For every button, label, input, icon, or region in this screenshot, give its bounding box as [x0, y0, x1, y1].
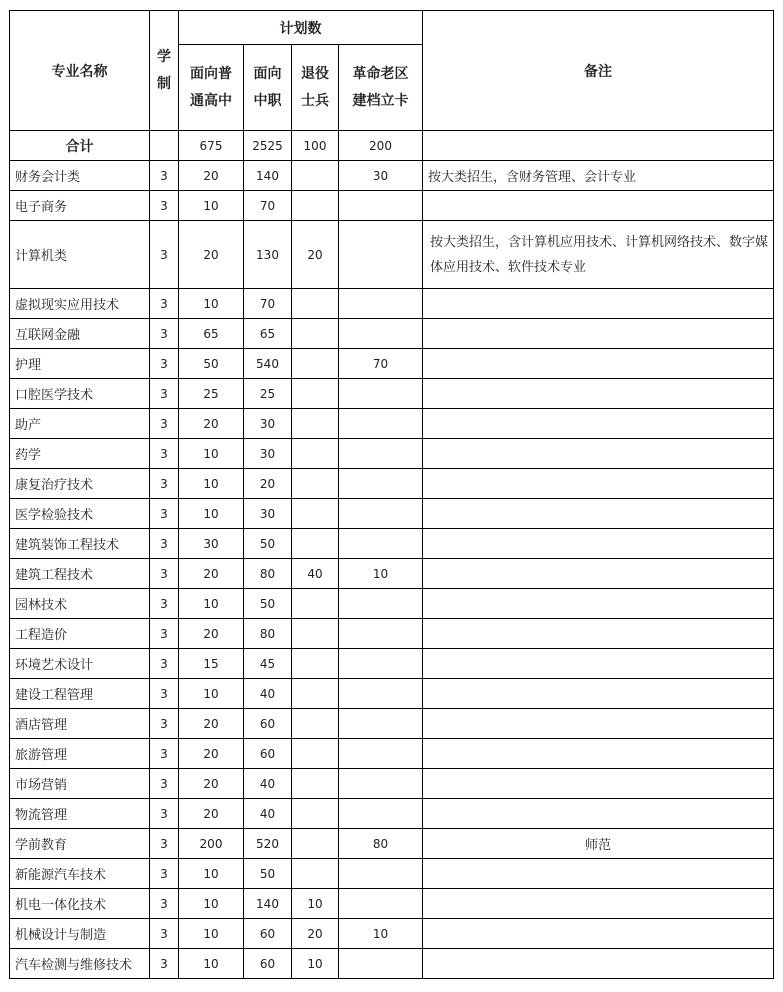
cell-high-school-count: 20 — [179, 709, 244, 739]
table-row — [10, 739, 774, 769]
cell-vocational-count: 45 — [244, 649, 292, 679]
cell-years: 3 — [150, 409, 179, 439]
cell-note — [423, 529, 774, 559]
cell-note — [423, 559, 774, 589]
table-row — [10, 619, 774, 649]
cell-major-name: 建筑工程技术 — [10, 559, 150, 589]
cell-veterans-count — [292, 829, 339, 859]
header-vocational — [244, 45, 292, 131]
total-years — [150, 131, 179, 161]
cell-vocational-count: 60 — [244, 919, 292, 949]
total-revolutionary-area: 200 — [339, 131, 423, 161]
header-veterans-line2: 士兵 — [301, 92, 329, 109]
table-row — [10, 469, 774, 499]
cell-veterans-count: 40 — [292, 559, 339, 589]
cell-vocational-count: 540 — [244, 349, 292, 379]
cell-vocational-count: 25 — [244, 379, 292, 409]
cell-veterans-count — [292, 649, 339, 679]
cell-vocational-count: 60 — [244, 709, 292, 739]
cell-veterans-count — [292, 161, 339, 191]
cell-veterans-count — [292, 289, 339, 319]
cell-vocational-count: 65 — [244, 319, 292, 349]
cell-major-name: 环境艺术设计 — [10, 649, 150, 679]
cell-years: 3 — [150, 739, 179, 769]
table-row — [10, 679, 774, 709]
cell-years: 3 — [150, 499, 179, 529]
cell-note: 按大类招生，含财务管理、会计专业 — [423, 161, 774, 191]
cell-major-name: 汽车检测与维修技术 — [10, 949, 150, 979]
cell-high-school-count: 200 — [179, 829, 244, 859]
cell-years: 3 — [150, 709, 179, 739]
table-row — [10, 799, 774, 829]
cell-years: 3 — [150, 829, 179, 859]
table-row — [10, 379, 774, 409]
cell-major-name: 护理 — [10, 349, 150, 379]
cell-years: 3 — [150, 859, 179, 889]
header-revolutionary-area-line1: 革命老区 — [352, 65, 409, 82]
cell-revolutionary-area-count — [339, 679, 423, 709]
cell-high-school-count: 10 — [179, 191, 244, 221]
cell-major-name: 工程造价 — [10, 619, 150, 649]
cell-vocational-count: 30 — [244, 409, 292, 439]
cell-veterans-count — [292, 679, 339, 709]
cell-vocational-count: 50 — [244, 859, 292, 889]
cell-years: 3 — [150, 619, 179, 649]
cell-revolutionary-area-count — [339, 739, 423, 769]
cell-vocational-count: 140 — [244, 161, 292, 191]
header-note: 备注 — [423, 11, 774, 131]
cell-note: 按大类招生，含计算机应用技术、计算机网络技术、数字媒体应用技术、软件技术专业 — [423, 221, 774, 289]
cell-high-school-count: 10 — [179, 469, 244, 499]
cell-high-school-count: 10 — [179, 919, 244, 949]
cell-vocational-count: 70 — [244, 289, 292, 319]
cell-major-name: 建筑装饰工程技术 — [10, 529, 150, 559]
cell-note — [423, 319, 774, 349]
cell-note — [423, 949, 774, 979]
cell-major-name: 互联网金融 — [10, 319, 150, 349]
cell-major-name: 电子商务 — [10, 191, 150, 221]
table-row — [10, 221, 774, 289]
total-veterans: 100 — [292, 131, 339, 161]
header-vocational-line1: 面向 — [253, 65, 282, 82]
cell-veterans-count: 20 — [292, 919, 339, 949]
cell-veterans-count — [292, 349, 339, 379]
cell-veterans-count — [292, 619, 339, 649]
cell-note — [423, 191, 774, 221]
table-row — [10, 589, 774, 619]
cell-revolutionary-area-count — [339, 949, 423, 979]
table-row — [10, 889, 774, 919]
cell-vocational-count: 50 — [244, 529, 292, 559]
cell-note — [423, 709, 774, 739]
cell-high-school-count: 30 — [179, 529, 244, 559]
cell-years: 3 — [150, 469, 179, 499]
cell-years: 3 — [150, 799, 179, 829]
cell-note — [423, 289, 774, 319]
cell-major-name: 建设工程管理 — [10, 679, 150, 709]
table-row — [10, 709, 774, 739]
cell-major-name: 医学检验技术 — [10, 499, 150, 529]
table-row — [10, 859, 774, 889]
cell-years: 3 — [150, 349, 179, 379]
cell-high-school-count: 15 — [179, 649, 244, 679]
cell-years: 3 — [150, 769, 179, 799]
cell-major-name: 口腔医学技术 — [10, 379, 150, 409]
cell-high-school-count: 10 — [179, 679, 244, 709]
cell-high-school-count: 20 — [179, 409, 244, 439]
cell-veterans-count — [292, 859, 339, 889]
cell-veterans-count: 20 — [292, 221, 339, 289]
cell-high-school-count: 10 — [179, 949, 244, 979]
cell-high-school-count: 20 — [179, 161, 244, 191]
table-row — [10, 829, 774, 859]
cell-revolutionary-area-count — [339, 379, 423, 409]
cell-high-school-count: 20 — [179, 619, 244, 649]
cell-major-name: 市场营销 — [10, 769, 150, 799]
table-row — [10, 161, 774, 191]
cell-note — [423, 469, 774, 499]
cell-veterans-count — [292, 769, 339, 799]
cell-high-school-count: 10 — [179, 589, 244, 619]
cell-major-name: 康复治疗技术 — [10, 469, 150, 499]
cell-years: 3 — [150, 919, 179, 949]
cell-vocational-count: 70 — [244, 191, 292, 221]
cell-vocational-count: 140 — [244, 889, 292, 919]
cell-revolutionary-area-count — [339, 889, 423, 919]
table-row — [10, 319, 774, 349]
cell-revolutionary-area-count — [339, 769, 423, 799]
cell-note — [423, 649, 774, 679]
cell-revolutionary-area-count: 30 — [339, 161, 423, 191]
cell-note — [423, 499, 774, 529]
cell-major-name: 财务会计类 — [10, 161, 150, 191]
cell-veterans-count — [292, 469, 339, 499]
cell-high-school-count: 10 — [179, 889, 244, 919]
cell-high-school-count: 10 — [179, 439, 244, 469]
cell-veterans-count — [292, 709, 339, 739]
table-row — [10, 409, 774, 439]
cell-revolutionary-area-count — [339, 191, 423, 221]
cell-major-name: 园林技术 — [10, 589, 150, 619]
total-label: 合计 — [10, 131, 150, 161]
cell-years: 3 — [150, 161, 179, 191]
cell-vocational-count: 40 — [244, 799, 292, 829]
cell-note — [423, 379, 774, 409]
cell-veterans-count: 10 — [292, 949, 339, 979]
cell-veterans-count — [292, 589, 339, 619]
table-row — [10, 191, 774, 221]
cell-major-name: 机械设计与制造 — [10, 919, 150, 949]
cell-revolutionary-area-count — [339, 529, 423, 559]
cell-revolutionary-area-count: 10 — [339, 919, 423, 949]
cell-revolutionary-area-count — [339, 799, 423, 829]
cell-high-school-count: 10 — [179, 289, 244, 319]
cell-veterans-count — [292, 439, 339, 469]
cell-note — [423, 679, 774, 709]
cell-major-name: 虚拟现实应用技术 — [10, 289, 150, 319]
header-revolutionary-area-line2: 建档立卡 — [352, 92, 409, 109]
cell-revolutionary-area-count — [339, 859, 423, 889]
cell-vocational-count: 80 — [244, 619, 292, 649]
cell-note — [423, 589, 774, 619]
cell-vocational-count: 50 — [244, 589, 292, 619]
header-plan: 计划数 — [179, 11, 423, 45]
cell-vocational-count: 60 — [244, 949, 292, 979]
cell-years: 3 — [150, 649, 179, 679]
header-high-school — [179, 45, 244, 131]
cell-high-school-count: 50 — [179, 349, 244, 379]
cell-note — [423, 409, 774, 439]
cell-revolutionary-area-count — [339, 439, 423, 469]
cell-major-name: 物流管理 — [10, 799, 150, 829]
header-years-line1: 学 — [157, 48, 171, 65]
header-years — [150, 11, 179, 131]
cell-high-school-count: 20 — [179, 799, 244, 829]
table-row — [10, 559, 774, 589]
total-note — [423, 131, 774, 161]
table-row — [10, 349, 774, 379]
cell-major-name: 药学 — [10, 439, 150, 469]
cell-years: 3 — [150, 439, 179, 469]
cell-revolutionary-area-count — [339, 469, 423, 499]
cell-major-name: 酒店管理 — [10, 709, 150, 739]
cell-revolutionary-area-count — [339, 589, 423, 619]
table-row — [10, 649, 774, 679]
cell-note — [423, 889, 774, 919]
cell-vocational-count: 60 — [244, 739, 292, 769]
cell-vocational-count: 520 — [244, 829, 292, 859]
cell-vocational-count: 80 — [244, 559, 292, 589]
cell-years: 3 — [150, 589, 179, 619]
cell-major-name: 学前教育 — [10, 829, 150, 859]
header-veterans — [292, 45, 339, 131]
cell-revolutionary-area-count — [339, 221, 423, 289]
cell-years: 3 — [150, 221, 179, 289]
header-veterans-line1: 退役 — [301, 65, 329, 82]
cell-note — [423, 769, 774, 799]
header-years-line2: 制 — [157, 75, 171, 92]
cell-revolutionary-area-count — [339, 289, 423, 319]
cell-high-school-count: 65 — [179, 319, 244, 349]
table-row — [10, 529, 774, 559]
cell-years: 3 — [150, 559, 179, 589]
table-row — [10, 949, 774, 979]
cell-high-school-count: 25 — [179, 379, 244, 409]
cell-high-school-count: 20 — [179, 739, 244, 769]
cell-revolutionary-area-count — [339, 319, 423, 349]
cell-high-school-count: 10 — [179, 859, 244, 889]
cell-vocational-count: 40 — [244, 769, 292, 799]
cell-vocational-count: 30 — [244, 499, 292, 529]
cell-years: 3 — [150, 289, 179, 319]
cell-revolutionary-area-count — [339, 649, 423, 679]
cell-years: 3 — [150, 319, 179, 349]
total-high-school: 675 — [179, 131, 244, 161]
cell-revolutionary-area-count: 10 — [339, 559, 423, 589]
cell-veterans-count — [292, 739, 339, 769]
total-vocational: 2525 — [244, 131, 292, 161]
cell-years: 3 — [150, 529, 179, 559]
header-high-school-line1: 面向普 — [190, 65, 232, 82]
cell-vocational-count: 130 — [244, 221, 292, 289]
cell-vocational-count: 40 — [244, 679, 292, 709]
cell-veterans-count — [292, 409, 339, 439]
cell-revolutionary-area-count — [339, 619, 423, 649]
cell-high-school-count: 20 — [179, 221, 244, 289]
cell-years: 3 — [150, 379, 179, 409]
cell-note — [423, 439, 774, 469]
cell-high-school-count: 10 — [179, 499, 244, 529]
enrollment-plan-table — [9, 10, 774, 979]
cell-vocational-count: 30 — [244, 439, 292, 469]
cell-major-name: 新能源汽车技术 — [10, 859, 150, 889]
cell-veterans-count — [292, 379, 339, 409]
total-row — [10, 131, 774, 161]
cell-veterans-count — [292, 191, 339, 221]
cell-revolutionary-area-count: 70 — [339, 349, 423, 379]
cell-note — [423, 349, 774, 379]
header-revolutionary-area — [339, 45, 423, 131]
cell-major-name: 计算机类 — [10, 221, 150, 289]
cell-high-school-count: 20 — [179, 769, 244, 799]
cell-veterans-count: 10 — [292, 889, 339, 919]
cell-veterans-count — [292, 529, 339, 559]
cell-veterans-count — [292, 799, 339, 829]
table-row — [10, 499, 774, 529]
table-row — [10, 919, 774, 949]
cell-note — [423, 859, 774, 889]
cell-major-name: 机电一体化技术 — [10, 889, 150, 919]
cell-revolutionary-area-count — [339, 499, 423, 529]
header-high-school-line2: 通高中 — [190, 92, 232, 109]
cell-note — [423, 619, 774, 649]
cell-veterans-count — [292, 499, 339, 529]
cell-veterans-count — [292, 319, 339, 349]
table-row — [10, 439, 774, 469]
header-major-name: 专业名称 — [10, 11, 150, 131]
cell-high-school-count: 20 — [179, 559, 244, 589]
header-vocational-line2: 中职 — [253, 92, 282, 109]
table-row — [10, 289, 774, 319]
cell-note — [423, 919, 774, 949]
cell-note: 师范 — [423, 829, 774, 859]
cell-revolutionary-area-count: 80 — [339, 829, 423, 859]
cell-years: 3 — [150, 679, 179, 709]
table-row — [10, 769, 774, 799]
cell-years: 3 — [150, 191, 179, 221]
cell-revolutionary-area-count — [339, 709, 423, 739]
cell-vocational-count: 20 — [244, 469, 292, 499]
cell-revolutionary-area-count — [339, 409, 423, 439]
cell-note — [423, 799, 774, 829]
cell-major-name: 旅游管理 — [10, 739, 150, 769]
cell-years: 3 — [150, 949, 179, 979]
cell-major-name: 助产 — [10, 409, 150, 439]
cell-note — [423, 739, 774, 769]
cell-years: 3 — [150, 889, 179, 919]
